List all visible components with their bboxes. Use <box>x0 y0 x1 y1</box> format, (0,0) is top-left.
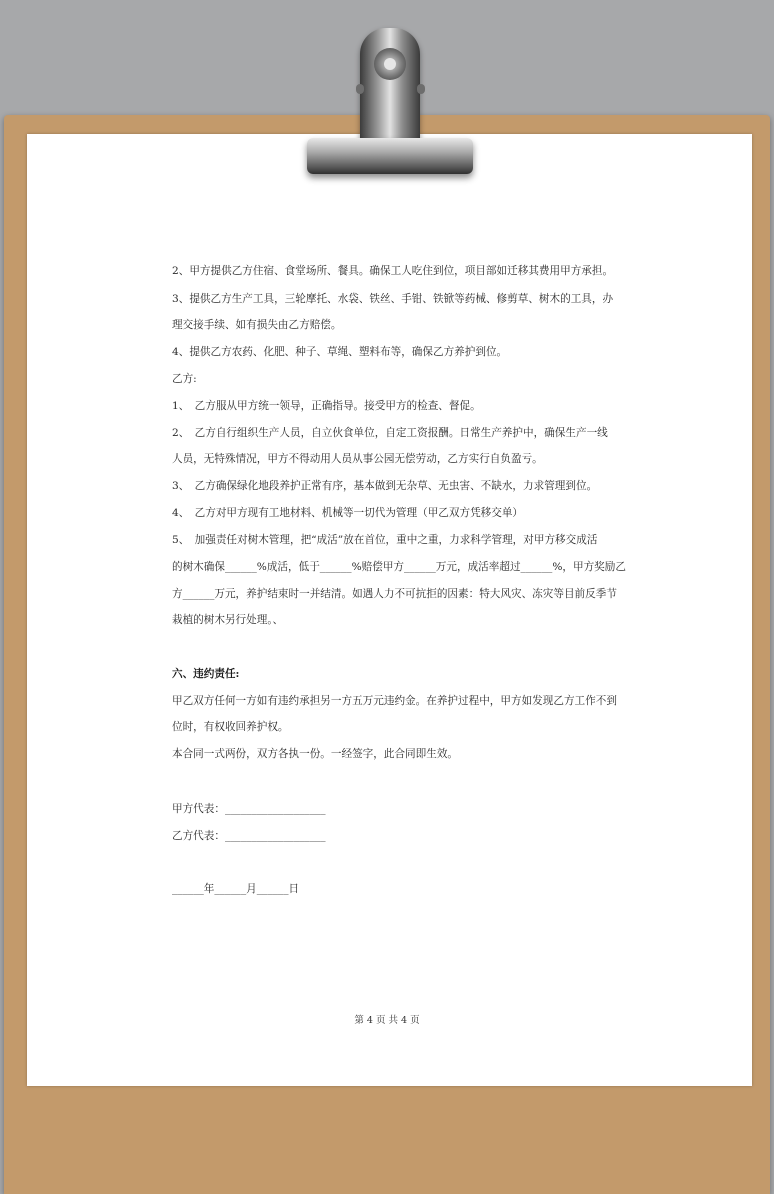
date-line: ______年______月______日 <box>172 883 300 895</box>
signature-line-party-b: 乙方代表：___________________ <box>172 830 326 842</box>
text-line: 甲乙双方任何一方如有违约承担另一方五万元违约金。在养护过程中，甲方如发现乙方工作不到 <box>172 695 617 707</box>
binder-clip-pin-right <box>417 84 425 94</box>
text-line: 5、 加强责任对树木管理，把“成活”放在首位，重中之重，力求科学管理，对甲方移交成活 <box>172 534 598 546</box>
binder-clip-hole-center <box>384 58 396 70</box>
section-heading: 六、违约责任: <box>172 668 240 680</box>
signature-line-party-a: 甲方代表：___________________ <box>172 803 326 815</box>
binder-clip-arm <box>360 28 420 148</box>
text-line: 3、提供乙方生产工具，三轮摩托、水袋、铁丝、手钳、铁锨等药械、修剪草、树木的工具，办 <box>172 293 614 305</box>
text-line: 的树木确保______%成活，低于______%赔偿甲方______万元，成活率超过______%，甲方奖励乙 <box>172 561 626 573</box>
text-line: 位时，有权收回养护权。 <box>172 721 289 733</box>
text-line: 3、 乙方确保绿化地段养护正常有序，基本做到无杂草、无虫害、不缺水，力求管理到位。 <box>172 480 598 492</box>
text-line: 理交接手续、如有损失由乙方赔偿。 <box>172 319 342 331</box>
text-line: 1、 乙方服从甲方统一领导，正确指导。接受甲方的检查、督促。 <box>172 400 481 412</box>
text-line: 2、甲方提供乙方住宿、食堂场所、餐具。确保工人吃住到位，项目部如迁移其费用甲方承担。 <box>172 265 614 277</box>
page-number: 第 4 页 共 4 页 <box>354 1015 420 1026</box>
text-line: 方______万元，养护结束时一并结清。如遇人力不可抗拒的因素：特大风灾、冻灾等目前反季节 <box>172 588 617 600</box>
binder-clip-base <box>307 138 473 174</box>
text-line: 人员，无特殊情况，甲方不得动用人员从事公园无偿劳动，乙方实行自负盈亏。 <box>172 453 543 465</box>
binder-clip-pin-left <box>356 84 364 94</box>
text-line: 4、 乙方对甲方现有工地材料、机械等一切代为管理（甲乙双方凭移交单） <box>172 507 524 519</box>
text-line: 2、 乙方自行组织生产人员，自立伙食单位，自定工资报酬。日常生产养护中，确保生产一线 <box>172 427 608 439</box>
text-line: 栽植的树木另行处理。、 <box>172 614 284 626</box>
text-line: 乙方: <box>172 373 197 385</box>
text-line: 4、提供乙方农药、化肥、种子、草绳、塑料布等，确保乙方养护到位。 <box>172 346 508 358</box>
text-line: 本合同一式两份，双方各执一份。一经签字，此合同即生效。 <box>172 748 459 760</box>
